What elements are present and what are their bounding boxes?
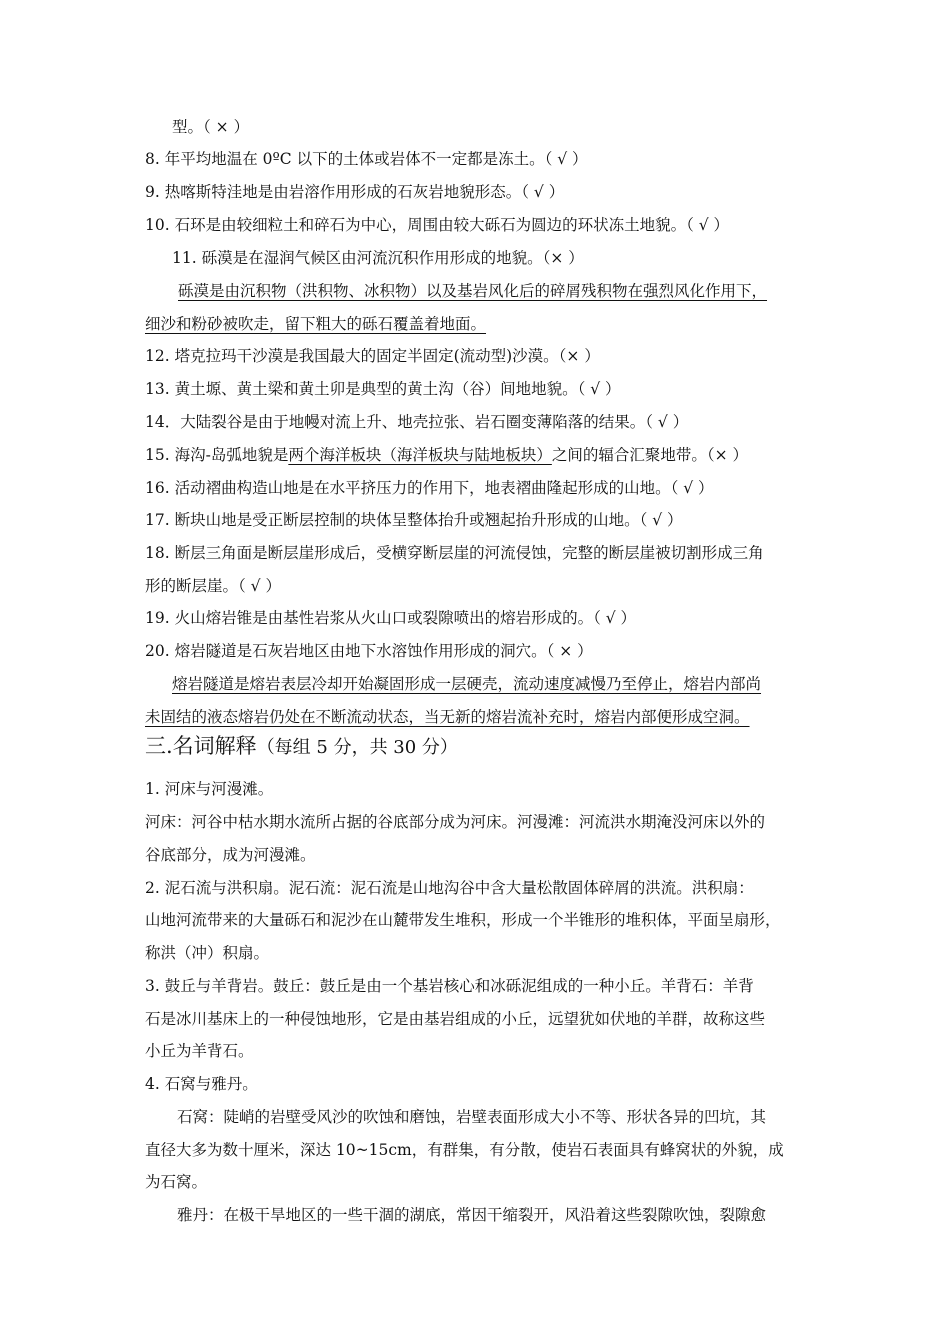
tf-item-18-line2: 形的断层崖。（ √ ） — [145, 577, 281, 595]
tf-item-11: 11. 砾漠是在湿润气候区由河流沉积作用形成的地貌。（× ） — [172, 249, 584, 267]
term-1-title: 1. 河床与河漫滩。 — [145, 780, 274, 798]
tf-correction-20-line2: 未固结的液态熔岩仍处在不断流动状态，当无新的熔岩流补充时，熔岩内部便形成空洞。 — [145, 708, 750, 726]
term-4-def-line2: 直径大多为数十厘米，深达 10~15cm，有群集，有分散，使岩石表面具有蜂窝状的外貌，成 — [145, 1141, 784, 1159]
tf-correction-11-line2: 细沙和粉砂被吹走，留下粗大的砾石覆盖着地面。 — [145, 315, 487, 333]
term-3-line2: 石是冰川基床上的一种侵蚀地形，它是由基岩组成的小丘，远望犹如伏地的羊群，故称这些 — [145, 1010, 766, 1028]
section-heading — [145, 731, 458, 763]
term-2-line3: 称洪（冲）积扇。 — [145, 944, 270, 962]
tf-item-20: 20. 熔岩隧道是石灰岩地区由地下水溶蚀作用形成的洞穴。（ × ） — [145, 642, 593, 660]
term-3-line3: 小丘为羊背石。 — [145, 1042, 254, 1060]
term-1-def-line2: 谷底部分，成为河漫滩。 — [145, 846, 316, 864]
tf-item-17: 17. 断块山地是受正断层控制的块体呈整体抬升或翘起抬升形成的山地。（ √ ） — [145, 511, 683, 529]
section-title: 三.名词解释 — [145, 734, 257, 758]
tf-item-13: 13. 黄土塬、黄土梁和黄土卯是典型的黄土沟（谷）间地地貌。（ √ ） — [145, 380, 621, 398]
tf-item-18-line1: 18. 断层三角面是断层崖形成后，受横穿断层崖的河流侵蚀，完整的断层崖被切割形成三角 — [145, 544, 764, 562]
term-4-def-line3: 为石窝。 — [145, 1173, 208, 1191]
section-score: （每组 5 分，共 30 分） — [256, 737, 458, 758]
term-4-def-line4: 雅丹：在极干旱地区的一些干涸的湖底，常因干缩裂开，风沿着这些裂隙吹蚀，裂隙愈 — [177, 1206, 767, 1224]
tf-item-15 — [145, 444, 748, 466]
term-1-def-line1: 河床：河谷中枯水期水流所占据的谷底部分成为河床。河漫滩：河流洪水期淹没河床以外的 — [145, 813, 766, 831]
tf-line: 型。（ × ） — [172, 118, 250, 136]
tf-item-16: 16. 活动褶曲构造山地是在水平挤压力的作用下，地表褶曲隆起形成的山地。（ √ ） — [145, 479, 714, 497]
tf-item-19: 19. 火山熔岩锥是由基性岩浆从火山口或裂隙喷出的熔岩形成的。（ √ ） — [145, 609, 637, 627]
term-3-line1: 3. 鼓丘与羊背岩。鼓丘：鼓丘是由一个基岩核心和冰砾泥组成的一种小丘。羊背石：羊背 — [145, 977, 754, 995]
term-2-line2: 山地河流带来的大量砾石和泥沙在山麓带发生堆积，形成一个半锥形的堆积体，平面呈扇形， — [145, 911, 781, 929]
tf-item-14: 14．大陆裂谷是由于地幔对流上升、地壳拉张、岩石圈变薄陷落的结果。（ √ ） — [145, 413, 689, 431]
term-4-title: 4. 石窝与雅丹。 — [145, 1075, 258, 1093]
tf-item-15-c: 之间的辐合汇聚地带。（× ） — [551, 446, 749, 464]
tf-correction-11-line1: 砾漠是由沉积物（洪积物、冰积物）以及基岩风化后的碎屑残积物在强烈风化作用下， — [178, 282, 768, 300]
tf-correction-20-line1: 熔岩隧道是熔岩表层冷却开始凝固形成一层硬壳，流动速度减慢乃至停止，熔岩内部尚 — [172, 675, 762, 693]
tf-item-15-a: 15. 海沟-岛弧地貌是 — [145, 446, 289, 464]
tf-item-15-correction: 两个海洋板块（海洋板块与陆地板块） — [288, 446, 552, 464]
tf-item-8: 8. 年平均地温在 0ºC 以下的土体或岩体不一定都是冻土。（ √ ） — [145, 150, 588, 168]
tf-item-12: 12. 塔克拉玛干沙漠是我国最大的固定半固定(流动型)沙漠。（× ） — [145, 347, 600, 365]
tf-item-9: 9. 热喀斯特洼地是由岩溶作用形成的石灰岩地貌形态。（ √ ） — [145, 183, 565, 201]
term-2-line1: 2. 泥石流与洪积扇。泥石流：泥石流是山地沟谷中含大量松散固体碎屑的洪流。洪积扇： — [145, 879, 754, 897]
term-4-def-line1: 石窝：陡峭的岩壁受风沙的吹蚀和磨蚀，岩壁表面形成大小不等、形状各异的凹坑，其 — [177, 1108, 767, 1126]
tf-item-10: 10. 石环是由较细粒土和碎石为中心，周围由较大砾石为圆边的环状冻土地貌。（ √ ） — [145, 216, 730, 234]
